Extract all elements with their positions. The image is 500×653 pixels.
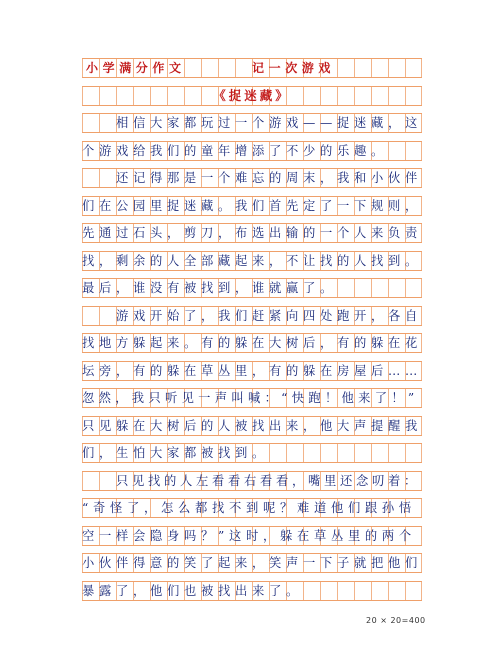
text-line-row bbox=[82, 113, 422, 133]
text-line: 还记得那是一个难忘的周末，我和小伙伴 bbox=[116, 171, 422, 185]
text-line: 个游戏给我们的童年增添了不少的乐趣。 bbox=[82, 143, 388, 158]
header-topic: 记一次游戏 bbox=[252, 61, 336, 75]
text-line: 忽然，我只听见一声叫喊：“快跑！他来了！” bbox=[82, 391, 419, 405]
text-line: 找地方躲起来。有的躲在大树后，有的躲在花 bbox=[82, 336, 422, 350]
text-line: 小伙伴得意的笑了起来，笑声一下子就把他们 bbox=[82, 556, 422, 570]
text-line-row bbox=[82, 223, 422, 243]
header-category: 小学满分作文 bbox=[86, 61, 186, 75]
text-line: 空一样会隐身吗？”这时，躲在草丛里的两个 bbox=[82, 528, 416, 543]
text-line-row bbox=[82, 251, 422, 271]
text-line-row bbox=[82, 196, 422, 216]
text-line-row bbox=[82, 471, 422, 491]
text-line-row bbox=[82, 498, 422, 518]
text-line-row bbox=[82, 278, 422, 298]
text-line-row bbox=[82, 168, 422, 188]
header-row bbox=[82, 58, 422, 78]
text-line: 找，剩余的人全部藏起来，不让找的人找到。 bbox=[82, 253, 422, 268]
header-text bbox=[82, 59, 422, 77]
text-line-row bbox=[82, 526, 422, 546]
page-footer: 20 × 20=400 bbox=[366, 616, 426, 625]
text-line: 相信大家都玩过一个游戏——捉迷藏，这 bbox=[116, 116, 422, 130]
text-line: 先通过石头，剪刀，布选出输的一个人来负责 bbox=[82, 226, 422, 240]
text-line-row bbox=[82, 443, 422, 463]
title-row bbox=[82, 86, 422, 106]
text-line-row bbox=[82, 306, 422, 326]
text-line-row bbox=[82, 361, 422, 381]
text-line: 游戏开始了，我们赶紧向四处跑开，各自 bbox=[116, 308, 422, 323]
text-line: 最后，谁没有被找到，谁就赢了。 bbox=[82, 281, 337, 295]
text-line: 暴露了，他们也被找出来了。 bbox=[82, 583, 303, 598]
text-line-row bbox=[82, 553, 422, 573]
text-line: 们，生怕大家都被找到。 bbox=[82, 446, 269, 460]
composition-grid-paper bbox=[82, 58, 422, 611]
text-line: 只见躲在大树后的人被找出来，他大声提醒我 bbox=[82, 418, 422, 433]
text-line-row bbox=[82, 141, 422, 161]
text-line-row bbox=[82, 581, 422, 601]
text-line-row bbox=[82, 333, 422, 353]
text-line: 们在公园里捉迷藏。我们首先定了一下规则， bbox=[82, 198, 422, 213]
text-line-row bbox=[82, 416, 422, 436]
text-line: 只见找的人左看看右看看，嘴里还念叨着： bbox=[116, 473, 420, 488]
text-line: 坛旁，有的躲在草丛里，有的躲在房屋后…… bbox=[82, 363, 422, 378]
text-line: “奇怪了，怎么都找不到呢？难道他们跟孙悟 bbox=[82, 501, 416, 515]
text-line-row bbox=[82, 388, 422, 408]
story-title: 《捉迷藏》 bbox=[213, 87, 291, 103]
